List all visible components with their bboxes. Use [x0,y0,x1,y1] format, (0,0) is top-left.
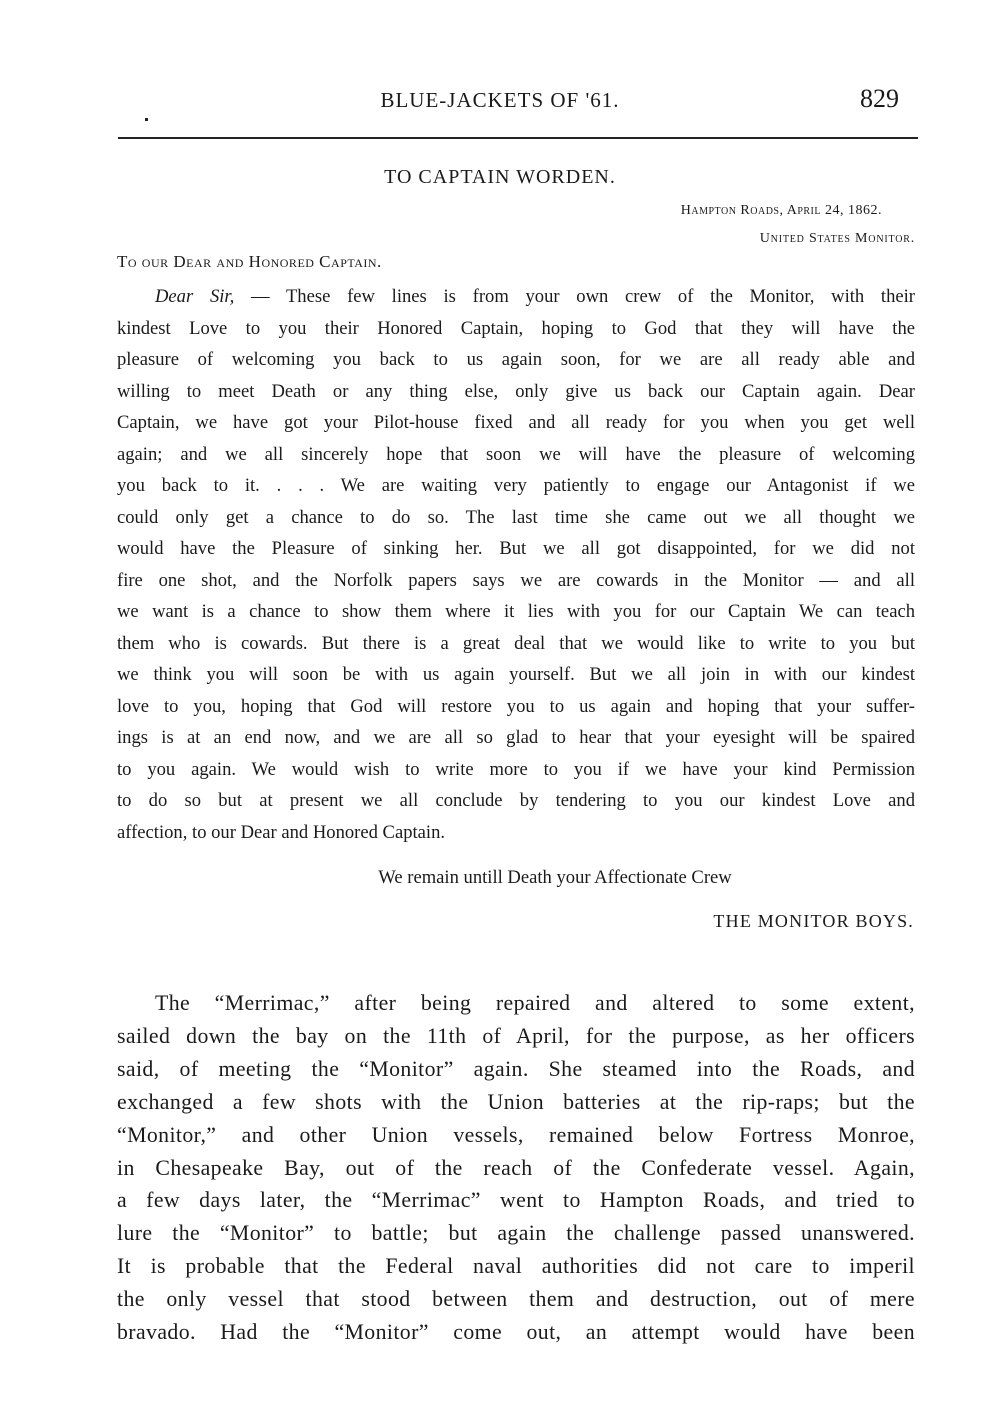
letter-line-text: again; and we all sincerely hope that soon we will have the pleasure of welcoming [117,443,915,465]
letter-ship: United States Monitor. [759,231,915,246]
letter-line [117,601,915,623]
body-line: in Chesapeake Bay, out of the reach of the Confederate vessel. Again, [117,1155,915,1180]
running-head: BLUE-JACKETS OF '61. [380,88,620,112]
body-line: lure the “Monitor” to battle; but again the challenge passed unanswered. [117,1221,915,1246]
letter-line-text: we want is a chance to show them where it lies with you for our Captain We can teach [117,601,915,622]
letter-title: TO CAPTAIN WORDEN. [384,166,616,188]
letter-line [117,570,915,592]
letter-line [117,633,915,655]
letter-line-text: kindest Love to you their Honored Captain, hoping to God that they will have the [117,317,915,339]
page-number: 829 [860,84,899,113]
header-rule [118,137,918,139]
letter-line-text: willing to meet Death or any thing else, only give us back our Captain again. Dear [117,380,915,402]
body-line: It is probable that the Federal naval authorities did not care to imperil [117,1254,915,1279]
body-line: a few days later, the “Merrimac” went to Hampton Roads, and tried to [117,1188,915,1213]
letter-line [117,790,915,812]
letter-line-text: Captain, we have got your Pilot-house fixed and all ready for you when you get well [117,412,915,433]
print-speck [145,118,148,121]
letter-line-text: them who is cowards. But there is a great deal that we would like to write to you but [117,632,915,654]
body-line: said, of meeting the “Monitor” again. She steamed into the Roads, and [117,1056,915,1081]
body-line: the only vessel that stood between them and destruction, out of mere [117,1287,915,1312]
letter-line-text: love to you, hoping that God will restore you to us again and hoping that your suffer- [117,695,915,717]
letter-line-text: we think you will soon be with us again yourself. But we all join in with our kindest [117,664,915,685]
letter-line-text: ings is at an end now, and we are all so glad to hear that your eyesight will be spaired [117,727,915,748]
letter-line [117,475,915,497]
letter-salutation: To our Dear and Honored Captain. [117,252,382,271]
letter-line [117,318,915,340]
letter-line-text: could only get a chance to do so. The last time she came out we all thought we [117,506,915,528]
letter-line [117,444,915,466]
body-line: exchanged a few shots with the Union batteries at the rip-raps; but the [117,1089,915,1114]
letter-line [155,286,915,308]
letter-line [117,696,915,718]
letter-line-text: to you again. We would wish to write more to you if we have your kind Permission [117,758,915,780]
letter-line-text: pleasure of welcoming you back to us again soon, for we are all ready able and [117,349,915,370]
body-line: sailed down the bay on the 11th of April, for the purpose, as her officers [117,1023,915,1048]
letter-line [117,538,915,560]
letter-closing: We remain untill Death your Affectionate Crew [378,867,732,888]
letter-opening: Dear Sir, [155,286,235,307]
letter-line [117,349,915,371]
letter-line-text: fire one shot, and the Norfolk papers says we are cowards in the Monitor — and all [117,569,915,591]
letter-place-date: Hampton Roads, April 24, 1862. [680,203,882,218]
letter-line-text: to do so but at present we all conclude by tendering to you our kindest Love and [117,790,915,811]
body-line: The “Merrimac,” after being repaired and altered to some extent, [155,991,915,1015]
letter-line [117,507,915,529]
letter-line [117,759,915,781]
body-line: “Monitor,” and other Union vessels, remained below Fortress Monroe, [117,1122,915,1147]
letter-line [117,664,915,686]
letter-line-text: would have the Pleasure of sinking her. But we all got disappointed, for we did not [117,538,915,559]
letter-line-text: you back to it. . . . We are waiting very patiently to engage our Antagonist if we [117,475,915,496]
letter-signature: THE MONITOR BOYS. [713,911,914,931]
body-line: bravado. Had the “Monitor” come out, an attempt would have been [117,1320,915,1344]
letter-line [117,381,915,403]
letter-line [117,822,915,844]
letter-line [117,412,915,434]
letter-line-text: — These few lines is from your own crew of the Monitor, with their [250,286,915,307]
letter-line-text: affection, to our Dear and Honored Captain. [117,821,446,843]
letter-line [117,727,915,749]
